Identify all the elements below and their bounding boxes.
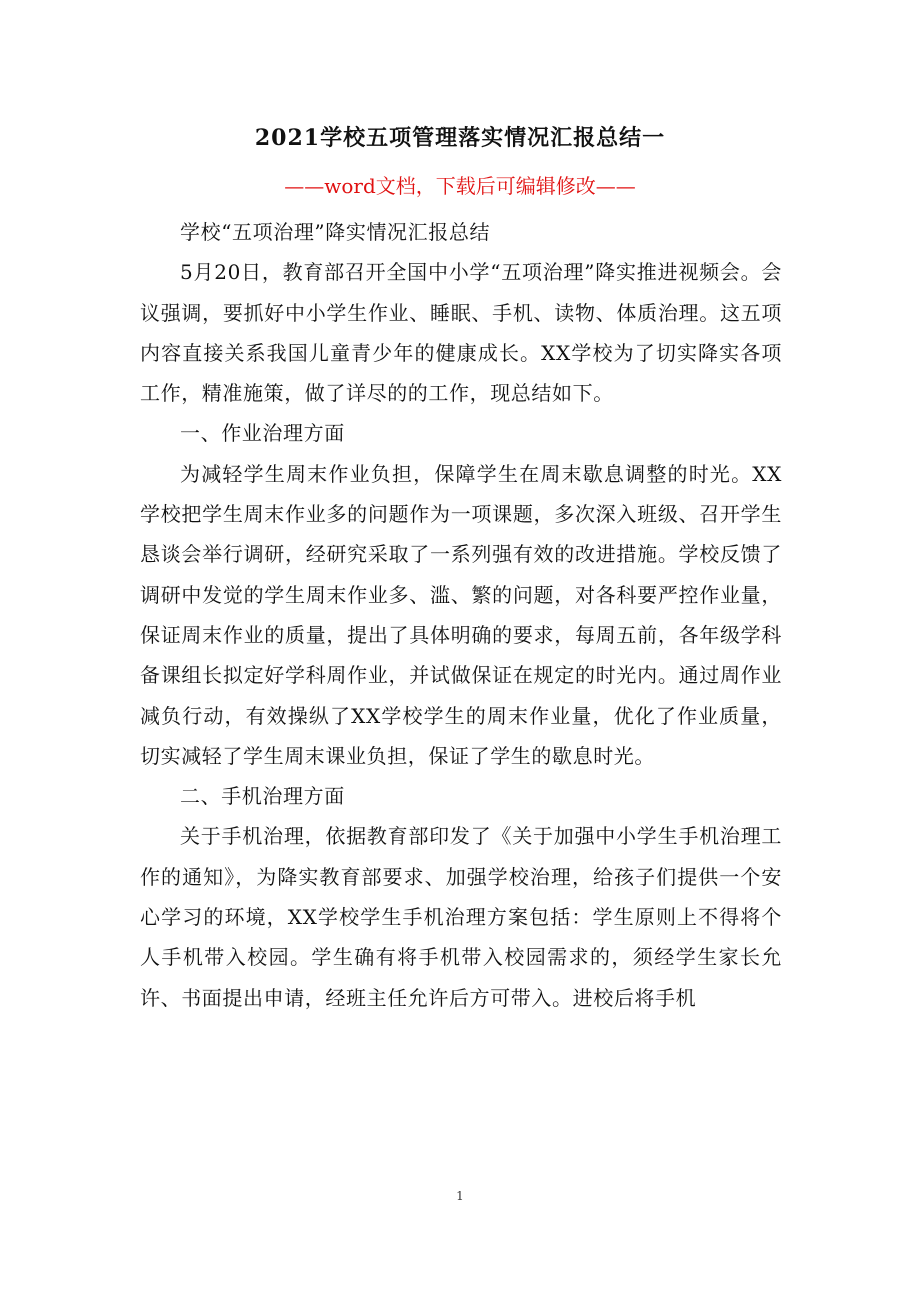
section-heading-phone: 二、手机治理方面 [180,784,345,809]
paragraph-intro: 5月20日，教育部召开全国中小学“五项治理”降实推进视频会。会议强调，要抓好中小学生作业、睡眠、手机、读物、体质治理。这五项内容直接关系我国儿童青少年的健康成长。XX学校为了切实降实各项工作，精准施策，做了详尽的的工作，现总结如下。 [140,260,782,406]
section-heading-homework: 一、作业治理方面 [180,421,345,446]
document-subtitle: ——word文档，下载后可编辑修改—— [284,174,636,198]
page-number: 1 [456,1189,464,1203]
section-heading-summary: 学校“五项治理”降实情况汇报总结 [180,220,491,244]
paragraph-phone: 关于手机治理，依据教育部印发了《关于加强中小学生手机治理工作的通知》，为降实教育部要求、加强学校治理，给孩子们提供一个安心学习的环境，XX学校学生手机治理方案包括：学生原则上不得将个人手机带入校园。学生确有将手机带入校园需求的，须经学生家长允许、书面提出申请，经班主任允许后方可带入。进校后将手机 [140,824,782,1010]
paragraph-homework: 为减轻学生周末作业负担，保障学生在周末歇息调整的时光。XX学校把学生周末作业多的问题作为一项课题，多次深入班级、召开学生恳谈会举行调研，经研究采取了一系列强有效的改进措施。学校反馈了调研中发觉的学生周末作业多、滥、繁的问题，对各科要严控作业量，保证周末作业的质量，提出了具体明确的要求，每周五前，各年级学科备课组长拟定好学科周作业，并试做保证在规定的时光内。通过周作业减负行动，有效操纵了XX学校学生的周末作业量，优化了作业质量，切实减轻了学生周末课业负担，保证了学生的歇息时光。 [140,461,782,768]
document-title: 2021学校五项管理落实情况汇报总结一 [254,125,666,151]
document-body [140,212,782,1018]
